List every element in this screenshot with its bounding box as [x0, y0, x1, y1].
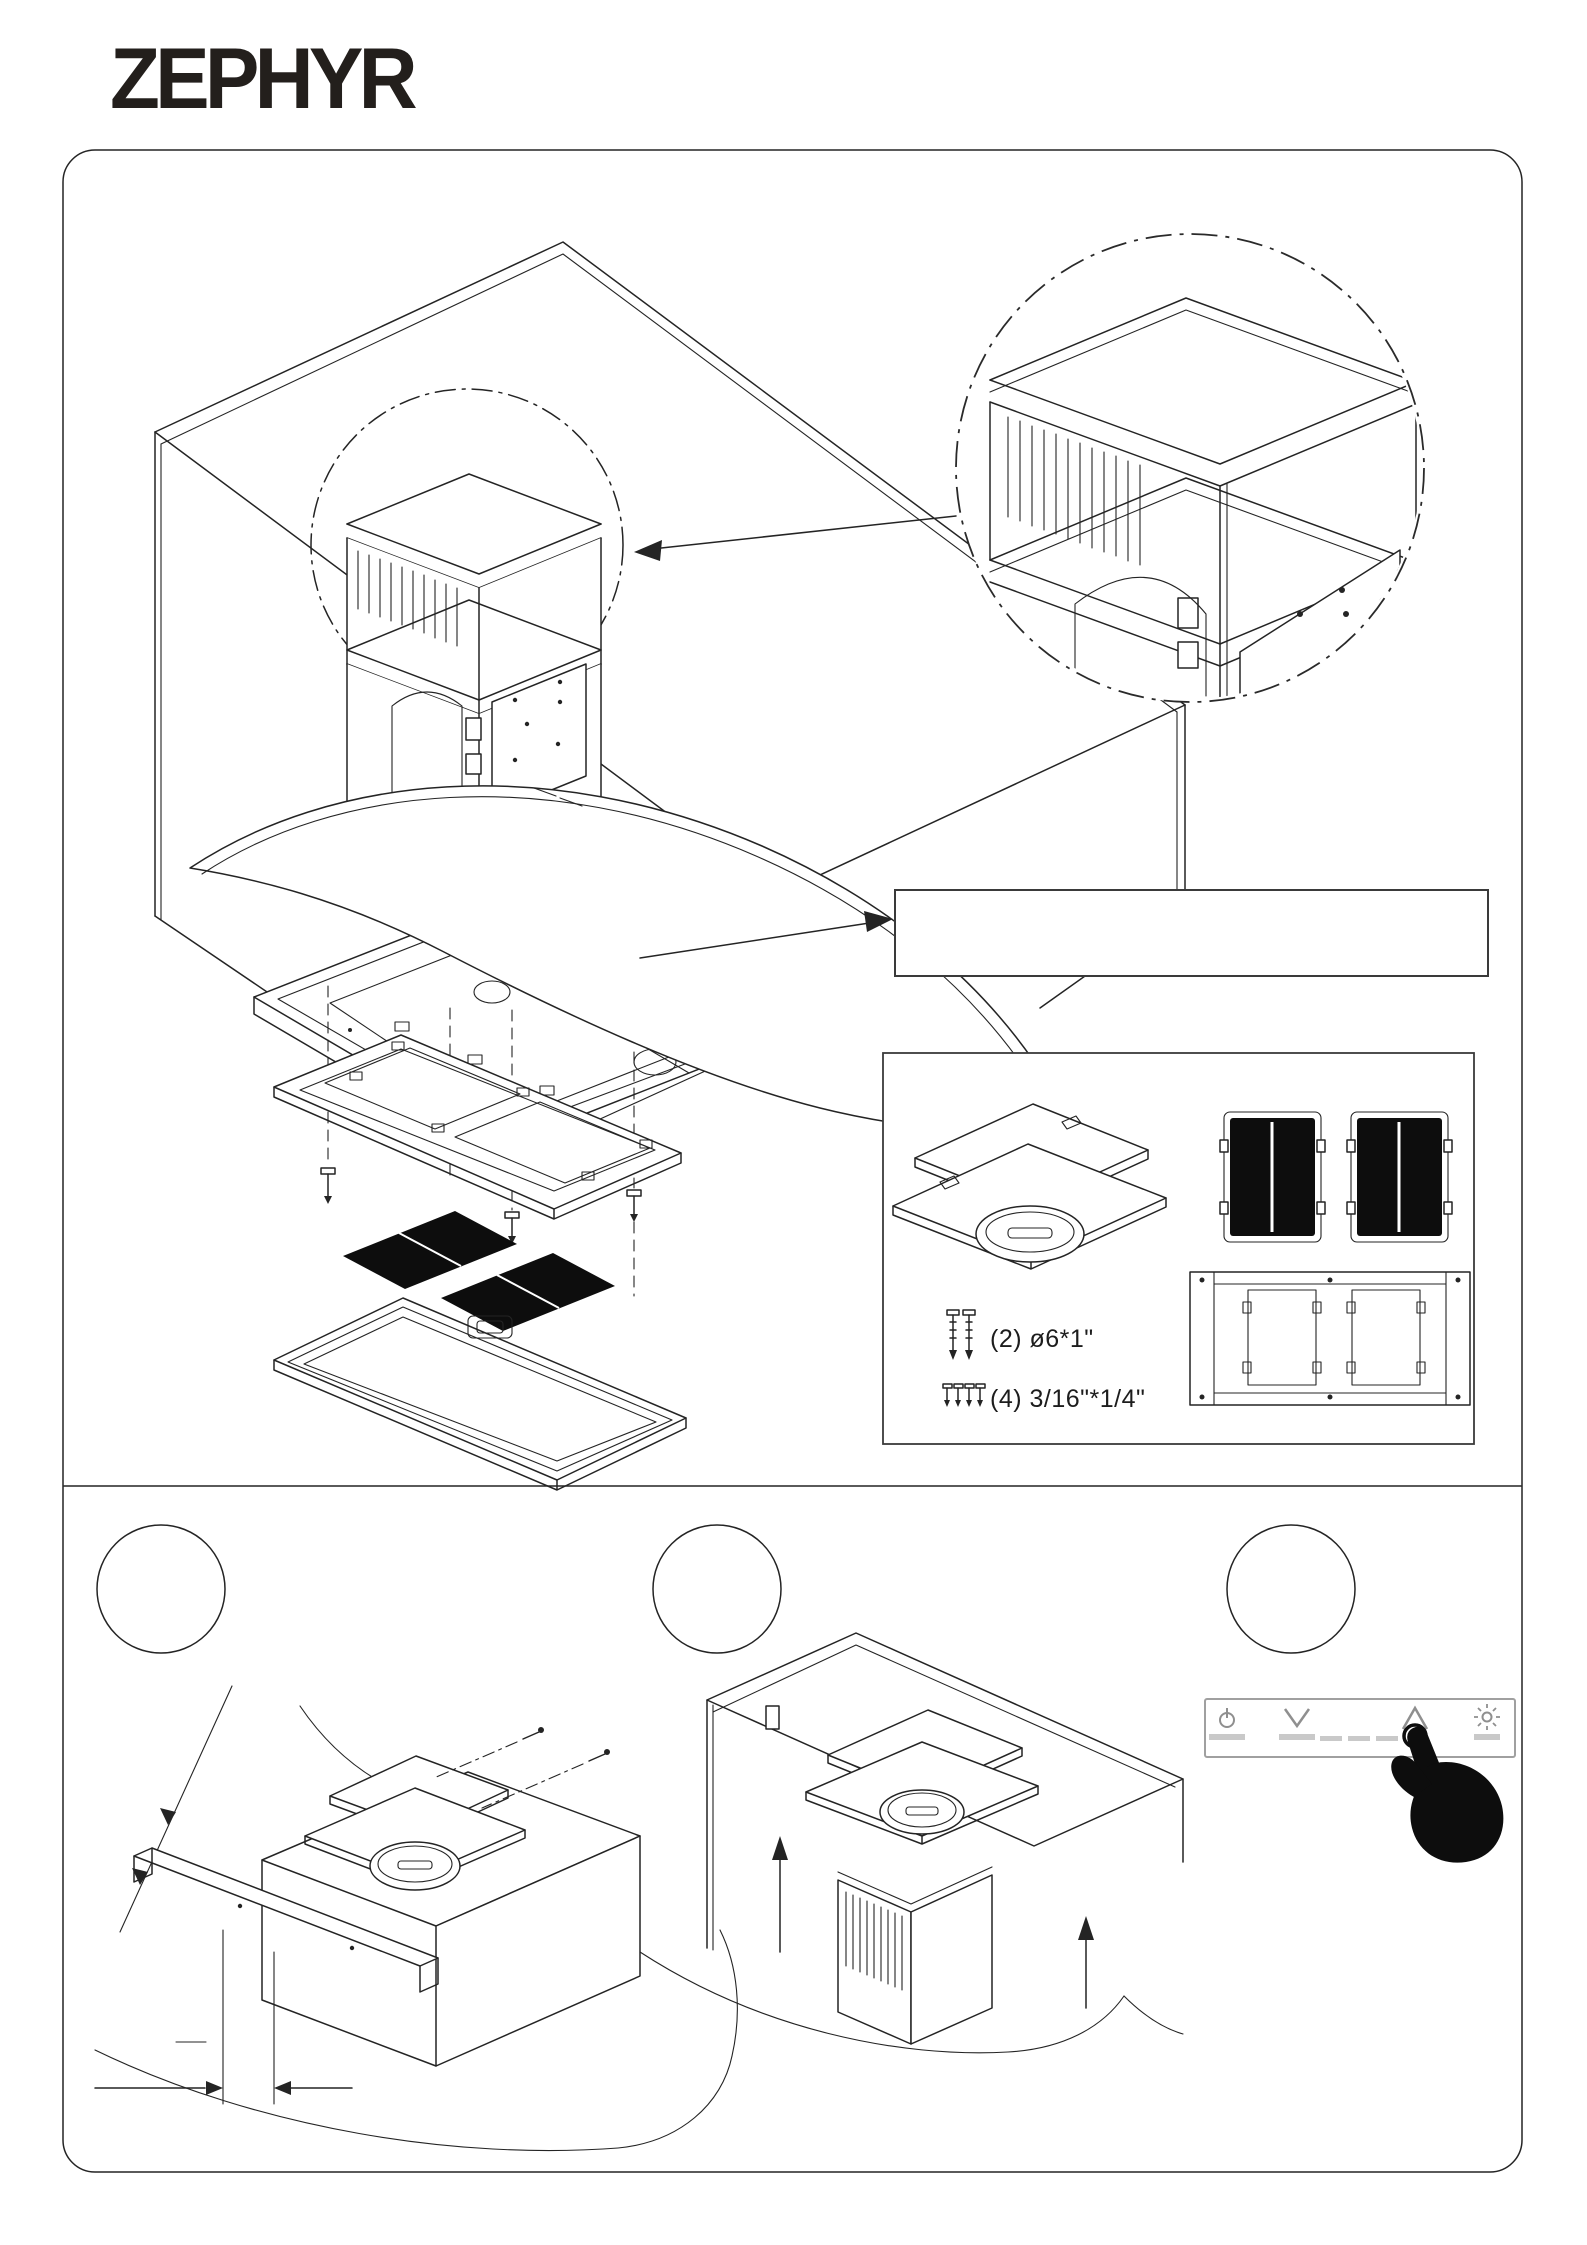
step-circle-2: [653, 1525, 781, 1653]
detail-zoom-circle: [956, 234, 1424, 822]
charcoal-filter-icon: [1220, 1112, 1325, 1242]
step-circle-3: [1227, 1525, 1355, 1653]
speed-dash-icon: [1320, 1736, 1342, 1741]
step-circle-1: [97, 1525, 225, 1653]
step-chimney-install-drawing: [640, 1633, 1183, 2053]
light-bar: [1474, 1734, 1500, 1740]
callout-box: [895, 890, 1488, 976]
speed-dash-icon: [1376, 1736, 1398, 1741]
included-parts-box: [883, 1053, 1474, 1444]
screw-spec-label: (2) ø6*1": [990, 1325, 1094, 1353]
speed-dash-icon: [1348, 1736, 1370, 1741]
screw-spec-label: (4) 3/16"*1/4": [990, 1385, 1146, 1413]
bottom-panel-drawing: [1190, 1272, 1470, 1405]
fan-down-bar: [1279, 1734, 1315, 1740]
detail-leader-arrow: [634, 516, 956, 561]
control-panel: [1205, 1699, 1515, 1757]
mesh-filter-drawing: [274, 1298, 686, 1490]
brand-logo: ZEPHYR: [110, 31, 413, 127]
step-soffit-bracket-drawing: [95, 1686, 737, 2151]
power-bar: [1209, 1734, 1245, 1740]
control-panel-drawing: [1205, 1699, 1515, 1863]
charcoal-filter-icon: [1347, 1112, 1452, 1242]
